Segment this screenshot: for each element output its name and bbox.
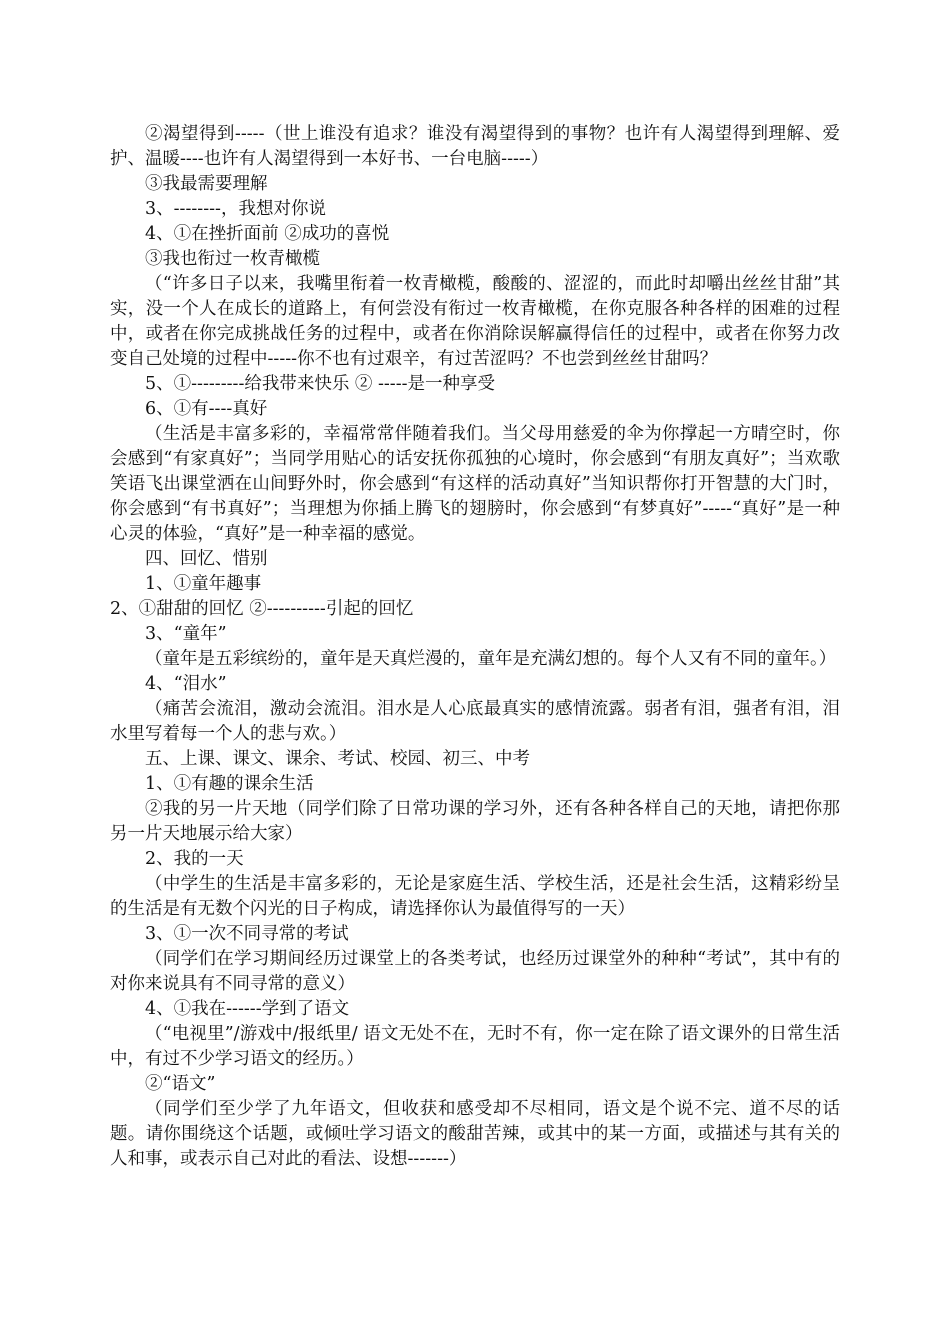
paragraph-9: （生活是丰富多彩的，幸福常常伴随着我们。当父母用慈爱的伞为你撑起一方晴空时，你会感到“有家真好”；当同学用贴心的话安抚你孤独的心境时，你会感到“有朋友真好”；当欢歌笑语飞出课堂洒在山间野外时，你会感到“有这样的活动真好”当知识帮你打开智慧的大门时，你会感到“有书真好”；当理想为你插上腾飞的翅膀时，你会感到“有梦真好”-----“真好”是一种心灵的体验，“真好”是一种幸福的感觉。 [110,424,840,544]
paragraph-13: 3、“童年” [145,624,227,644]
paragraph-27: （同学们至少学了九年语文，但收获和感受却不尽相同，语文是个说不完、道不尽的话题。请你围绕这个话题，或倾吐学习语文的酸甜苦辣，或其中的某一方面，或描述与其有关的人和事，或表示自己对此的看法、设想-------） [110,1099,840,1169]
paragraph-20: 2、我的一天 [145,849,244,869]
section-heading-4: 四、回忆、惜别 [145,549,268,569]
paragraph-24: 4、①我在------学到了语文 [145,999,350,1019]
paragraph-25: （“电视里”/游戏中/报纸里/ 语文无处不在，无时不有，你一定在除了语文课外的日常生活中，有过不少学习语文的经历。） [110,1024,840,1069]
paragraph-22: 3、①一次不同寻常的考试 [145,924,349,944]
paragraph-26: ②“语文” [145,1074,216,1094]
paragraph-8: 6、①有----真好 [145,399,268,419]
paragraph-14: （童年是五彩缤纷的，童年是天真烂漫的，童年是充满幻想的。每个人又有不同的童年。） [145,649,837,669]
paragraph-1: ②渴望得到-----（世上谁没有追求？谁没有渴望得到的事物？也许有人渴望得到理解、爱护、温暖----也许有人渴望得到一本好书、一台电脑-----） [110,124,840,169]
paragraph-23: （同学们在学习期间经历过课堂上的各类考试，也经历过课堂外的种种“考试”，其中有的对你来说具有不同寻常的意义） [110,949,840,994]
paragraph-11: 1、①童年趣事 [145,574,262,594]
paragraph-16: （痛苦会流泪，激动会流泪。泪水是人心底最真实的感情流露。弱者有泪，强者有泪，泪水里写着每一个人的悲与欢。） [110,699,840,744]
document-body [110,122,840,1172]
paragraph-7: 5、①---------给我带来快乐 ② -----是一种享受 [145,374,496,394]
paragraph-6: （“许多日子以来，我嘴里衔着一枚青橄榄，酸酸的、涩涩的，而此时却嚼出丝丝甘甜”其实，没一个人在成长的道路上，有何尝没有衔过一枚青橄榄，在你克服各种各样的困难的过程中，或者在你完成挑战任务的过程中，或者在你消除误解赢得信任的过程中，或者在你努力改变自己处境的过程中-----你不也有过艰辛，有过苦涩吗？不也尝到丝丝甘甜吗？ [110,274,840,369]
paragraph-12: 2、①甜甜的回忆 ②----------引起的回忆 [110,599,414,619]
section-heading-5: 五、上课、课文、课余、考试、校园、初三、中考 [145,749,530,769]
paragraph-18: 1、①有趣的课余生活 [145,774,314,794]
paragraph-3: 3、--------，我想对你说 [145,199,326,219]
paragraph-21: （中学生的生活是丰富多彩的，无论是家庭生活、学校生活，还是社会生活，这精彩纷呈的生活是有无数个闪光的日子构成，请选择你认为最值得写的一天） [110,874,840,919]
paragraph-4: 4、①在挫折面前 ②成功的喜悦 [145,224,390,244]
paragraph-2: ③我最需要理解 [145,174,268,194]
paragraph-15: 4、“泪水” [145,674,227,694]
paragraph-19: ②我的另一片天地（同学们除了日常功课的学习外，还有各种各样自己的天地，请把你那另一片天地展示给大家） [110,799,840,844]
paragraph-5: ③我也衔过一枚青橄榄 [145,249,320,269]
